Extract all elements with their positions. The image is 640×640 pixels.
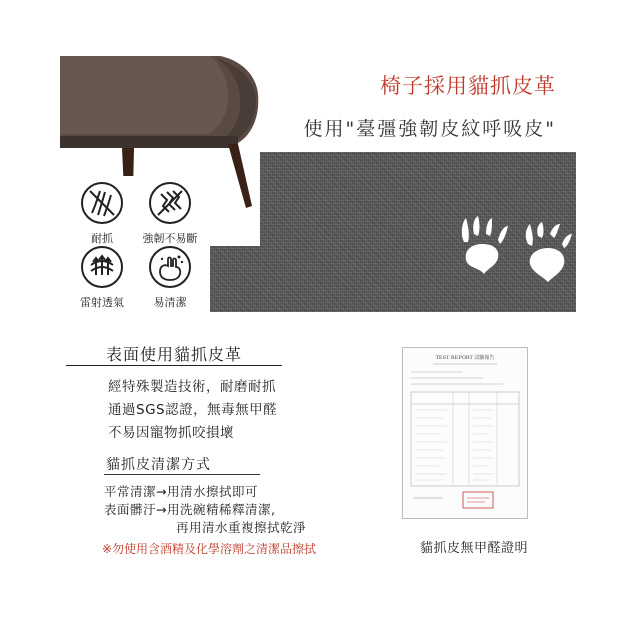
cleaning-warning: ※勿使用含酒精及化學溶劑之清潔品擦拭	[102, 542, 317, 556]
feature-label: 易清潔	[153, 296, 187, 309]
heading-divider	[66, 365, 282, 366]
paw-print-icon	[524, 222, 574, 284]
cleaning-line: 平常清潔→用清水擦拭即可	[104, 484, 258, 499]
report-title: TEST REPORT 試驗報告	[435, 355, 495, 361]
cleaning-heading: 貓抓皮清潔方式	[106, 457, 211, 473]
scratch-resistant-icon	[81, 182, 123, 224]
test-report-document	[402, 347, 528, 519]
feature-tear-resistant	[140, 182, 200, 246]
feature-icon-panel	[60, 176, 210, 312]
cleaning-divider	[104, 474, 260, 475]
breathable-icon	[81, 246, 123, 288]
material-line: 通過SGS認證，無毒無甲醛	[108, 402, 278, 418]
report-body	[403, 348, 527, 518]
certificate-caption: 貓抓皮無甲醛證明	[420, 541, 529, 556]
material-line: 不易因寵物抓咬損壞	[108, 425, 234, 441]
cleaning-line: 再用清水重複擦拭乾淨	[176, 520, 307, 535]
feature-label: 耐抓	[91, 232, 113, 245]
material-heading: 表面使用貓抓皮革	[106, 345, 243, 364]
cleaning-line: 表面髒汙→用洗碗精稀釋清潔,	[104, 502, 276, 517]
feature-label: 強韌不易斷	[142, 232, 198, 245]
easy-clean-icon	[149, 246, 191, 288]
banner-headline: 椅子採用貓抓皮革	[380, 74, 556, 98]
product-banner	[60, 56, 576, 312]
material-line: 經特殊製造技術，耐磨耐抓	[108, 379, 276, 395]
feature-scratch-resistant	[72, 182, 132, 246]
feature-label: 雷射透氣	[80, 296, 124, 309]
feature-breathable	[72, 246, 132, 310]
paw-print-icon	[458, 216, 514, 276]
tear-resistant-icon	[149, 182, 191, 224]
feature-easy-clean	[140, 246, 200, 310]
banner-subtitle: 使用"臺彊強韌皮紋呼吸皮"	[303, 118, 556, 140]
